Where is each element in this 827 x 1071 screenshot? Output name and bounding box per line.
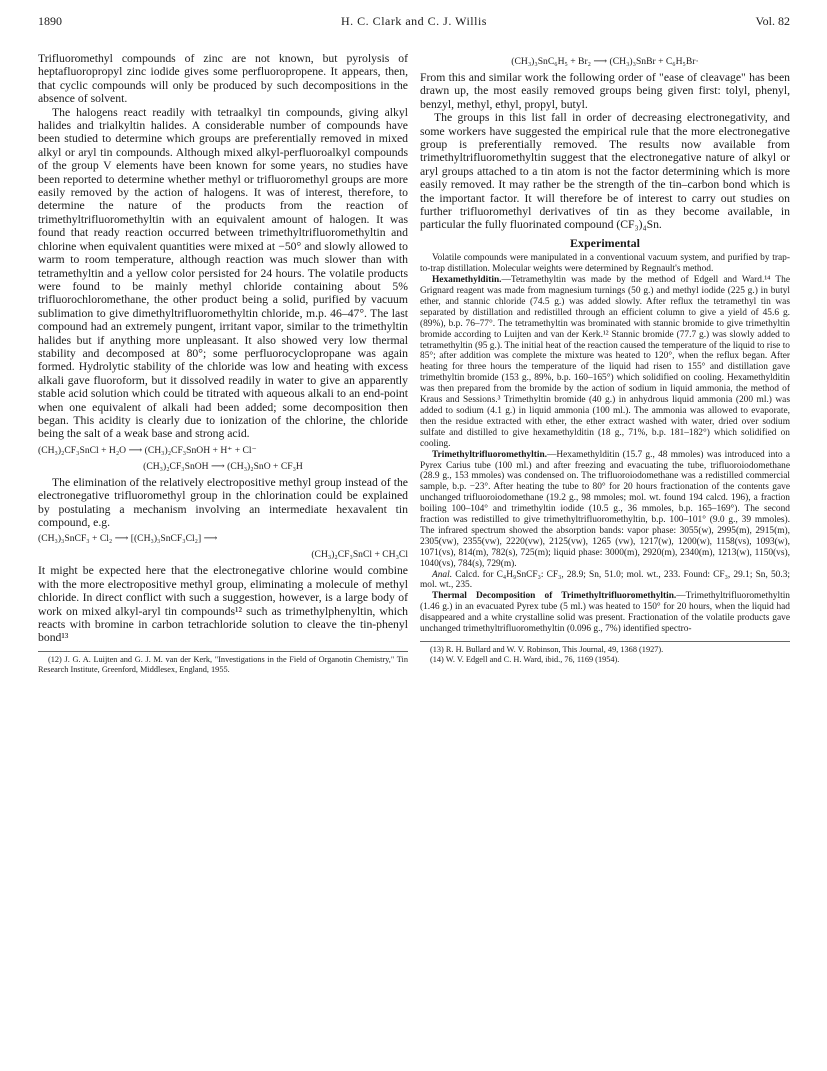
page-number: 1890: [38, 14, 62, 28]
equation: (CH₃)₂CF₃SnOH ⟶ (CH₃)₂SnO + CF₃H: [143, 460, 303, 472]
footnote: (14) W. V. Edgell and C. H. Ward, ibid., 76, 1169 (1954).: [430, 655, 620, 664]
section-title: Experimental: [570, 235, 640, 250]
running-title: H. C. Clark and C. J. Willis: [341, 14, 487, 28]
paragraph: [420, 591, 790, 635]
footnote: (12) J. G. A. Luijten and G. J. M. van der Kerk, "Investigations in the Field of Organotin Chemistry," Tin Research Institute, Greenford, Middlesex, England, 1955.: [38, 654, 408, 674]
equation: (CH₃)₂CF₃SnCl + CH₃Cl: [311, 549, 408, 561]
run-in-heading: Anal.: [432, 569, 453, 580]
right-column: [420, 52, 790, 665]
page-header: [38, 14, 790, 32]
equation: (CH₃)₃SnC₆H₅ + Br₂ ⟶ (CH₃)₃SnBr + C₆H₅Br·: [511, 56, 699, 67]
footnote-rule: [38, 651, 408, 652]
paragraph: From this and similar work the following order of "ease of cleavage" has been drawn up, the most easily removed groups being given first: tolyl, phenyl, benzyl, methyl, ethyl, propyl, butyl.: [420, 71, 790, 111]
paragraph-text: —Hexamethylditin (15.7 g., 48 mmoles) was introduced into a Pyrex Carius tube (100 ml.) and after freezing and evacuating the tube, trifluoroiodomethane (28.9 g., 153 mmoles) was condensed on. The trifluoroiodomethane was a redistilled commercial sample, b.p. −23°. After heating the tube to 80° for 20 hours fractionation of the contents gave unchanged trifluoroiodomethane (19.2 g., 98 mmoles; mol. wt. found 194 calcd. 196), a fraction boiling 100–104° and trimethyltin iodide (10.5 g., 36 mmoles, b.p. 165–169°). The second fraction was redistilled to give trimethyltrifluoromethyltin, b.p. 100–101° (9.0 g., 39 mmoles). The infrared spectrum showed the absorption bands: vapor phase: 3055(w), 2995(m), 2915(m), 2305(vw), 2355(vw), 2220(vw), 2125(vw), 1265 (vw), 1217(w), 1200(w), 1158(vs), 1093(w), 1071(vs), 814(m), 782(s), 725(m); liquid phase: 3000(m), 2920(m), 2340(m), 1213(w), 1150(vs), 1040(vs), 784(s), 729(m).: [420, 449, 790, 569]
paragraph: Trifluoromethyl compounds of zinc are not known, but pyrolysis of heptafluoropropyl zinc iodide gives some perfluoropropene. It appears, then, that cyclic compounds will only be produced by such decompositions in the absence of solvent.: [38, 52, 408, 106]
paragraph: [420, 275, 790, 450]
run-in-heading: Hexamethylditin.: [432, 275, 502, 286]
footnote-rule: [420, 641, 790, 642]
footnote: (13) R. H. Bullard and W. V. Robinson, This Journal, 49, 1368 (1927).: [430, 645, 664, 654]
paragraph: The elimination of the relatively electropositive methyl group instead of the electronegative trifluoromethyl group in the chlorination could be explained by postulating a mechanism involving an intermediate hexavalent tin compound, e.g.: [38, 475, 408, 529]
equation: (CH₃)₃SnCF₃ + Cl₂ ⟶ [(CH₃)₃SnCF₃Cl₂] ⟶: [38, 533, 218, 545]
paragraph: Volatile compounds were manipulated in a conventional vacuum system, and purified by trap-to-trap distillation. Molecular weights were determined by Regnault's method.: [420, 253, 790, 275]
volume-label: Vol. 82: [755, 14, 790, 28]
equation: (CH₃)₂CF₃SnCl + H₂O ⟶ (CH₃)₂CF₃SnOH + H⁺ + Cl⁻: [38, 444, 257, 456]
left-column: [38, 52, 408, 675]
run-in-heading: Thermal Decomposition of Trimethyltrifluoromethyltin.: [432, 591, 677, 602]
paragraph: The halogens react readily with tetraalkyl tin compounds, giving alkyl halides and trialkyltin halides. A considerable number of compounds have been studied to determine which groups are preferentially removed in mixed alkyl or aryl tin compounds. Although mixed alkyl-perfluoroalkyl compounds of the group V elements have been known for some years, no studies have been reported to determine whether methyl or trifluoromethyl groups are more easily removed by the action of halogens. It was of interest, therefore, to determine the nature of the products from the reaction of trimethyltrifluoromethyltin with an equivalent amount of halogen. It was found that ready reaction occurred between trimethyltrifluoromethyltin and chlorine when equivalent quantities were mixed at −50° and slowly allowed to warm to room temperature, although reaction was much slower than with tetramethyltin and a yellow color persisted for 24 hours. The volatile products were found to be mainly methyl chloride containing about 5% trifluorochloromethane, the other product being a solid, purified by vacuum sublimation to give dimethyltrifluoromethyltin chloride, m.p. 46–47°. The last compound had an extremely pungent, irritant vapor, similar to the trimethyltin halides but if anything more unpleasant. It also showed very low thermal stability and decomposed at 80°; some perfluorocyclopropane was again formed. Hydrolytic stability of the chloride was low and heating with excess alkali gave fluoroform, but it dissolved readily in water to give an apparently stable acid solution which could be titrated with aqueous alkali to an end-point when one equivalent of alkali had been added; some decomposition then began. This acidity is clearly due to ionization of the chlorine, the chloride being the salt of a weak base and strong acid.: [38, 105, 408, 441]
paragraph-text: —Tetramethyltin was made by the method of Edgell and Ward.¹⁴ The Grignard reagent was made from magnesium turnings (50 g.) and methyl iodide (225 g.) in butyl ether, and stannic chloride (74.5 g.) was added slowly. After reflux the tetramethyl tin was separated by distillation and redistilled through an efficient column to give a yield of 45.6 g. (89%), b.p. 76–77°. The tetramethyltin was brominated with stannic bromide to give trimethyltin bromide according to Luijten and van der Kerk.¹² Stannic bromide (77.7 g.) was slowly added to tetramethyltin (95 g.). The initial heat of the reaction caused the temperature of the liquid to rise to 85°; after addition was complete the mixture was heated to 120°, when the reflux began. After heating for three hours the temperature of the liquid had risen to 155° and distillation gave trimethyltin bromide (153 g., 89%, b.p. 160–165°) which solidified on cooling. Hexamethylditin was then prepared from the bromide by the action of sodium in liquid ammonia, the method of Kraus and Sessions.³ Trimethyltin bromide (40 g.) in anhydrous liquid ammonia (200 ml.) was added to sodium (4.1 g.) in liquid ammonia (100 ml.). The ammonia was allowed to evaporate, then the residue extracted with ether, the ether extract washed with water, dried over sodium sulfate and distilled to give hexamethylditin (18 g., 71%, b.p. 181–182°) which solidified on cooling.: [420, 275, 790, 449]
paragraph: [420, 570, 790, 592]
paragraph-text: Calcd. for C₄H₉SnCF₃: CF₃, 28.9; Sn, 51.0; mol. wt., 233. Found: CF₃, 29.1; Sn, 50.3; mol. wt., 235.: [420, 569, 790, 591]
paragraph: The groups in this list fall in order of decreasing electronegativity, and some workers have suggested the empirical rule that the more electronegative group is preferentially removed. The results now available from trimethyltrifluoromethyltin suggest that the electronegative nature of alkyl or aryl groups attached to a tin atom is not the factor determining which is more easily removed. It may rather be the strength of the tin–carbon bond which is the important factor. It will therefore be of interest to carry out studies on further trifluoromethyl derivatives of tin as they become available, in particular the fully fluorinated compound (CF₃)₄Sn.: [420, 111, 790, 232]
paragraph: [420, 450, 790, 570]
paragraph: It might be expected here that the electronegative chlorine would combine with the more electropositive methyl group, eliminating a molecule of methyl chloride. In direct conflict with such a suggestion, however, is a large body of work on mixed alkyl-aryl tin compounds¹² such as trimethylphenyltin, which reacts with bromine in carbon tetrachloride solution to cleave the tin-phenyl bond¹³: [38, 564, 408, 645]
paragraph-text: —Trimethyltrifluoromethyltin (1.46 g.) in an evacuated Pyrex tube (5 ml.) was heated to 150° for 20 hours, when the liquid had disappeared and a white crystalline solid was present. Fractionation of the volatile products gave unchanged trimethyltrifluoromethyltin (0.096 g., 7%) identified spectro-: [420, 591, 790, 635]
run-in-heading: Trimethyltrifluoromethyltin.: [432, 449, 547, 460]
